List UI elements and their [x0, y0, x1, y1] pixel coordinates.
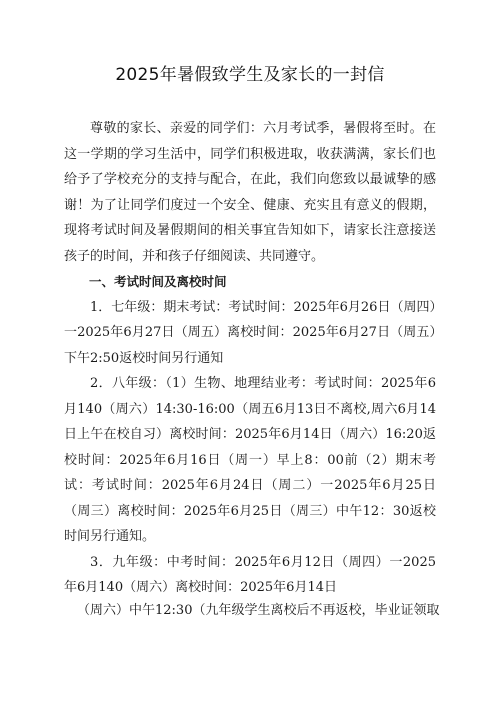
continuation-line: （周六）中午12:30（九年级学生离校后不再返校，毕业证领取 — [77, 603, 440, 618]
section-heading: 一、考试时间及离校时间 — [89, 274, 227, 289]
grade9-paragraph: 3．九年级：中考时间：2025年6月12日（周四）一2025年6月140（周六）离校时间：2025年6月14日 — [64, 554, 436, 595]
grade8-paragraph: 2．八年级：（1）生物、地理结业考：考试时间：2025年6月140（周六）14:30-16:00（周五6月13日不离校,周六6月14日上午在校自习）离校时间：2025年6月14日（周六）16:20返校时间：2025年6月16日（周一）早上8：00前（2）期末考试：考试时间：2025年6月24日（周二）一2025年6月25日（周三）离校时间：2025年6月25日（周三）中午12：30返校时间另行通知。 — [64, 376, 436, 544]
letter-body — [64, 116, 436, 601]
intro-paragraph: 尊敬的家长、亲爱的同学们：六月考试季，暑假将至时。在这一学期的学习生活中，同学们积极进取，收获满满，家长们也给予了学校充分的支持与配合，在此，我们向您致以最诚挚的感谢！为了让同学们度过一个安全、健康、充实且有意义的假期，现将考试时间及暑假期间的相关事宜告知如下，请家长注意接送孩子的时间，并和孩子仔细阅读、共同遵守。 — [64, 121, 436, 264]
letter-title: 2025年暑假致学生及家长的一封信 — [115, 65, 385, 85]
grade7-paragraph: 1．七年级：期末考试：考试时间：2025年6月26日（周四）一2025年6月27日（周五）离校时间：2025年6月27日（周五）下午2:50返校时间另行通知 — [64, 299, 436, 366]
